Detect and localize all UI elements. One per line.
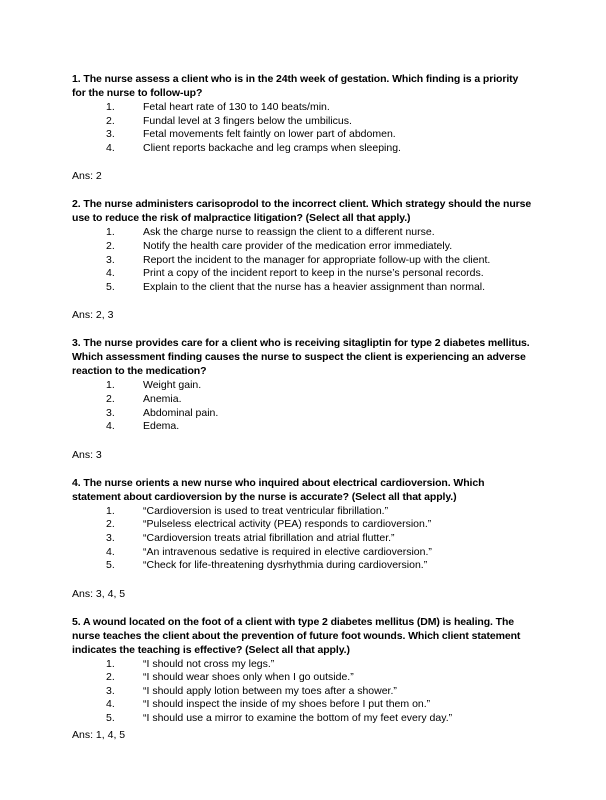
option-text: “I should use a mirror to examine the bottom of my feet every day.” [143, 712, 453, 725]
option-number: 2. [106, 671, 115, 684]
option-list [72, 101, 534, 155]
option-item [72, 407, 534, 421]
option-item [72, 281, 534, 295]
option-number: 4. [106, 545, 115, 558]
option-number: 3. [106, 406, 115, 419]
option-text: Explain to the client that the nurse has a heavier assignment than normal. [143, 280, 486, 293]
option-number: 2. [106, 518, 115, 531]
option-item [72, 420, 534, 434]
option-number: 1. [106, 101, 115, 113]
option-item [72, 267, 534, 281]
question-text: 3. The nurse provides care for a client who is receiving sitagliptin for type 2 diabetes mellitus. Which assessment finding causes the nurse to suspect the client is experiencing an adverse reaction to the medication? [72, 337, 530, 378]
option-text: Notify the health care provider of the medication error immediately. [143, 239, 453, 252]
option-item [72, 685, 534, 699]
answer-text: Ans: 3 [72, 448, 102, 461]
option-text: Abdominal pain. [143, 406, 219, 419]
option-number: 4. [106, 420, 115, 433]
option-list [72, 658, 534, 726]
option-number: 2. [106, 114, 115, 127]
option-item [72, 115, 534, 129]
option-text: Fundal level at 3 fingers below the umbilicus. [143, 114, 352, 127]
option-text: “I should not cross my legs.” [143, 657, 275, 670]
option-number: 3. [106, 128, 115, 141]
option-number: 2. [106, 392, 115, 405]
option-number: 4. [106, 267, 115, 280]
option-list [72, 226, 534, 294]
option-number: 5. [106, 712, 115, 725]
option-text: “I should apply lotion between my toes after a shower.” [143, 684, 397, 697]
option-text: “Check for life-threatening dysrhythmia during cardioversion.” [143, 559, 428, 572]
option-item [72, 393, 534, 407]
option-number: 5. [106, 280, 115, 293]
question-5 [72, 615, 534, 742]
question-2 [72, 197, 534, 336]
option-text: Print a copy of the incident report to keep in the nurse’s personal records. [143, 267, 484, 280]
option-text: Fetal movements felt faintly on lower part of abdomen. [143, 128, 396, 141]
option-number: 1. [106, 657, 115, 670]
answer-text: Ans: 1, 4, 5 [72, 728, 126, 741]
question-text: 4. The nurse orients a new nurse who inquired about electrical cardioversion. Which statement about cardioversion by the nurse is accurate? (Select all that apply.) [72, 476, 485, 503]
option-text: Weight gain. [143, 379, 202, 392]
answer-text: Ans: 3, 4, 5 [72, 587, 126, 600]
option-text: Report the incident to the manager for appropriate follow-up with the client. [143, 253, 491, 266]
question-1 [72, 72, 534, 197]
option-text: “Cardioversion is used to treat ventricular fibrillation.” [143, 504, 389, 517]
option-text: Edema. [143, 420, 180, 433]
option-text: “Pulseless electrical activity (PEA) responds to cardioversion.” [143, 518, 432, 531]
option-item [72, 254, 534, 268]
option-number: 3. [106, 253, 115, 266]
option-text: “I should inspect the inside of my shoes before I put them on.” [143, 698, 431, 711]
option-item [72, 671, 534, 685]
option-text: Ask the charge nurse to reassign the client to a different nurse. [143, 226, 435, 239]
option-item [72, 559, 534, 573]
option-text: “I should wear shoes only when I go outside.” [143, 671, 354, 684]
option-item [72, 379, 534, 393]
option-item [72, 658, 534, 672]
option-number: 5. [106, 559, 115, 572]
option-item [72, 128, 534, 142]
option-text: “An intravenous sedative is required in elective cardioversion.” [143, 545, 432, 558]
option-text: “Cardioversion treats atrial fibrillation and atrial flutter.” [143, 531, 395, 544]
option-number: 1. [106, 504, 115, 517]
question-text: 5. A wound located on the foot of a client with type 2 diabetes mellitus (DM) is healing. The nurse teaches the client about the prevention of future foot wounds. Which client statement indicates the teaching is effective? (Select all that apply.) [72, 615, 521, 656]
question-3 [72, 336, 534, 475]
option-item [72, 505, 534, 519]
option-list [72, 379, 534, 433]
option-item [72, 532, 534, 546]
option-item [72, 142, 534, 156]
option-number: 4. [106, 698, 115, 711]
option-text: Client reports backache and leg cramps when sleeping. [143, 141, 401, 154]
option-number: 3. [106, 684, 115, 697]
option-number: 3. [106, 531, 115, 544]
option-text: Fetal heart rate of 130 to 140 beats/min. [143, 101, 330, 113]
option-number: 4. [106, 141, 115, 154]
option-item [72, 518, 534, 532]
option-item [72, 226, 534, 240]
option-number: 2. [106, 239, 115, 252]
option-item [72, 546, 534, 560]
option-item [72, 101, 534, 115]
question-text: 1. The nurse assess a client who is in the 24th week of gestation. Which finding is a priority for the nurse to follow-up? [72, 73, 519, 99]
answer-text: Ans: 2, 3 [72, 309, 114, 322]
answer-text: Ans: 2 [72, 170, 102, 183]
question-text: 2. The nurse administers carisoprodol to the incorrect client. Which strategy should the nurse use to reduce the risk of malpractice litigation? (Select all that apply.) [72, 198, 532, 225]
option-text: Anemia. [143, 392, 182, 405]
question-4 [72, 476, 534, 615]
option-number: 1. [106, 226, 115, 239]
option-item [72, 240, 534, 254]
option-list [72, 505, 534, 573]
option-item [72, 712, 534, 726]
option-item [72, 698, 534, 712]
option-number: 1. [106, 379, 115, 392]
